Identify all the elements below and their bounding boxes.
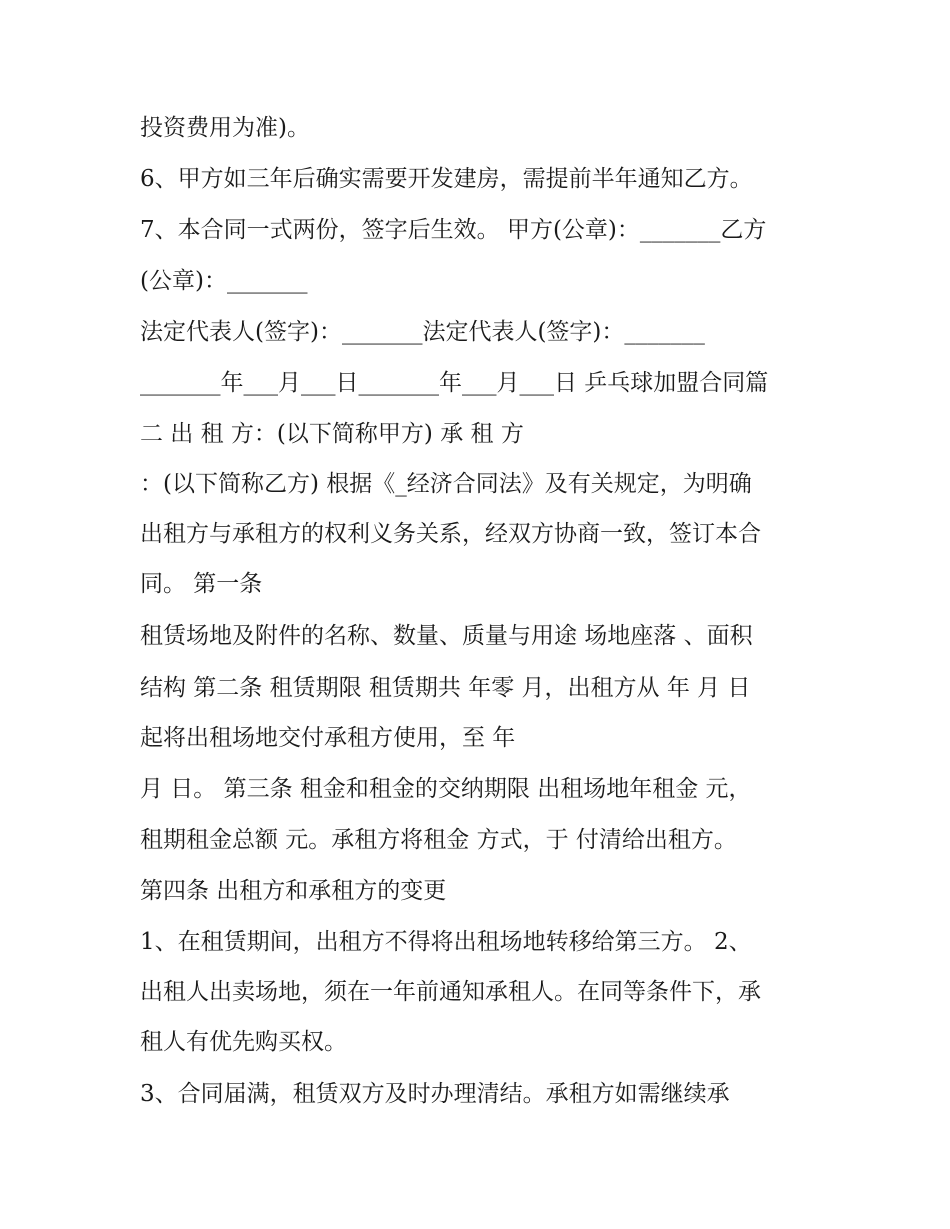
text-line: 第四条 出租方和承租方的变更: [140, 878, 447, 904]
text-line: 出租人出卖场地，须在一年前通知承租人。在同等条件下，承: [140, 979, 761, 1005]
text-line: 出租方与承租方的权利义务关系，经双方协商一致，签订本合: [140, 521, 761, 547]
text-line: 1、在租赁期间，出租方不得将出租场地转移给第三方。 2、: [140, 929, 752, 955]
text-line: 3、合同届满，租赁双方及时办理清结。承租方如需继续承: [140, 1081, 730, 1107]
text-line: 同。 第一条: [140, 571, 263, 597]
text-line: 二 出 租 方：(以下简称甲方) 承 租 方: [140, 421, 524, 447]
text-line: 投资费用为准)。: [140, 115, 310, 141]
text-line: 起将出租场地交付承租方使用，至 年: [140, 725, 516, 751]
text-line: _______年___月___日_______年___月___日 乒乓球加盟合同篇: [140, 370, 769, 396]
text-line: 7、本合同一式两份，签字后生效。 甲方(公章)：_______乙方: [140, 217, 767, 243]
text-line: 租赁场地及附件的名称、数量、质量与用途 场地座落 、面积: [140, 623, 753, 649]
text-line: (公章)：_______: [140, 268, 308, 294]
text-line: 结构 第二条 租赁期限 租赁期共 年零 月，出租方从 年 月 日: [140, 675, 751, 701]
text-line: 6、甲方如三年后确实需要开发建房，需提前半年通知乙方。: [140, 166, 753, 192]
text-line: 法定代表人(签字)：_______法定代表人(签字)：_______: [140, 319, 705, 345]
text-line: 月 日。 第三条 租金和租金的交纳期限 出租场地年租金 元，: [140, 776, 752, 802]
text-line: ：(以下简称乙方) 根据《_经济合同法》及有关规定，为明确: [140, 471, 752, 497]
text-line: 租人有优先购买权。: [140, 1029, 347, 1055]
text-line: 租期租金总额 元。承租方将租金 方式，于 付清给出租方。: [140, 827, 737, 853]
